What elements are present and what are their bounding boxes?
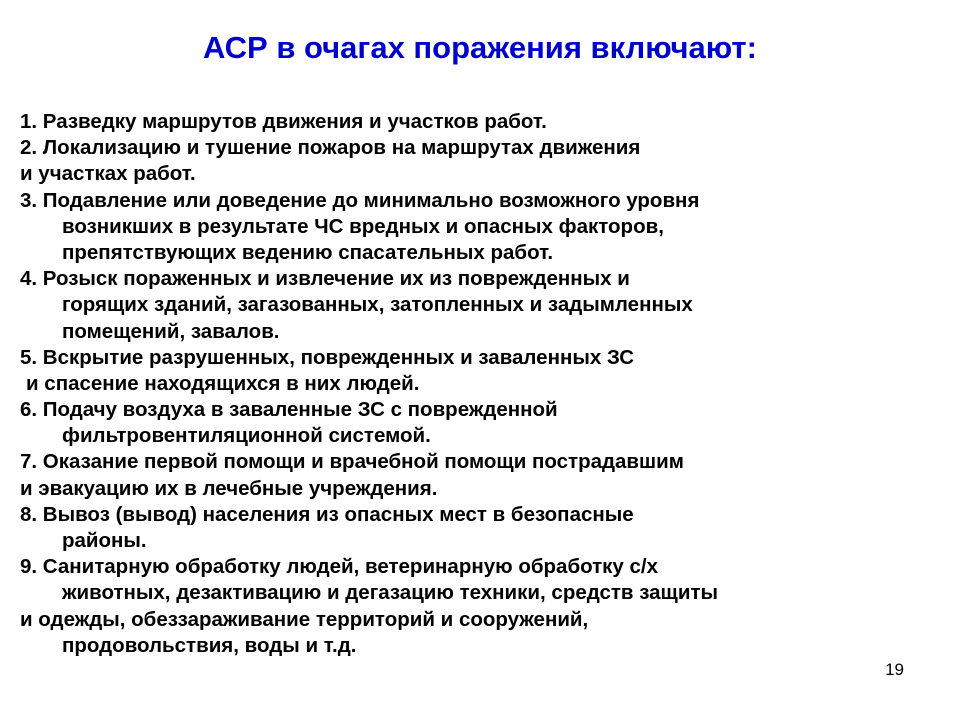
list-item-line: 3. Подавление или доведение до минимально возможного уровня: [20, 188, 700, 212]
list-item-line: 9. Санитарную обработку людей, ветеринарную обработку с/х: [20, 555, 659, 579]
list-item-line: и одежды, обеззараживание территорий и сооружений,: [20, 607, 589, 631]
list-item-line: препятствующих ведению спасательных работ.: [62, 240, 554, 264]
list-item: [20, 188, 945, 267]
slide-title: АСР в очагах поражения включают:: [203, 30, 757, 65]
list-item: [20, 502, 945, 554]
asr-list: [20, 109, 945, 659]
list-item-line: и эвакуацию их в лечебные учреждения.: [20, 476, 438, 500]
list-item-line: 2. Локализацию и тушение пожаров на маршрутах движения: [20, 136, 641, 160]
list-item-line: и участках работ.: [20, 162, 196, 186]
list-item-line: фильтровентиляционной системой.: [62, 424, 431, 448]
list-item-line: помещений, завалов.: [62, 319, 280, 343]
list-item: [20, 109, 945, 135]
list-item-line: животных, дезактивацию и дегазацию техники, средств защиты: [62, 581, 718, 605]
list-item: [20, 554, 945, 659]
list-item-line: продовольствия, воды и т.д.: [62, 633, 357, 657]
list-item: [20, 266, 945, 345]
list-item: [20, 345, 945, 397]
list-item-line: и спасение находящихся в них людей.: [26, 371, 420, 395]
list-item-line: горящих зданий, загазованных, затопленных и задымленных: [62, 293, 693, 317]
list-item-line: 5. Вскрытие разрушенных, поврежденных и заваленных ЗС: [20, 345, 635, 369]
list-item-line: 8. Вывоз (вывод) населения из опасных мест в безопасные: [20, 502, 634, 526]
list-item-line: 7. Оказание первой помощи и врачебной помощи пострадавшим: [20, 450, 684, 474]
list-item-line: 6. Подачу воздуха в заваленные ЗС с поврежденной: [20, 398, 558, 422]
list-item-line: 1. Разведку маршрутов движения и участков работ.: [20, 110, 547, 133]
list-item: [20, 135, 945, 187]
list-item-line: районы.: [62, 529, 147, 552]
list-item-line: 4. Розыск пораженных и извлечение их из поврежденных и: [20, 267, 630, 291]
list-item: [20, 449, 945, 501]
list-item-line: возникших в результате ЧС вредных и опасных факторов,: [62, 214, 664, 238]
list-item: [20, 397, 945, 449]
page-number: 19: [885, 660, 904, 679]
